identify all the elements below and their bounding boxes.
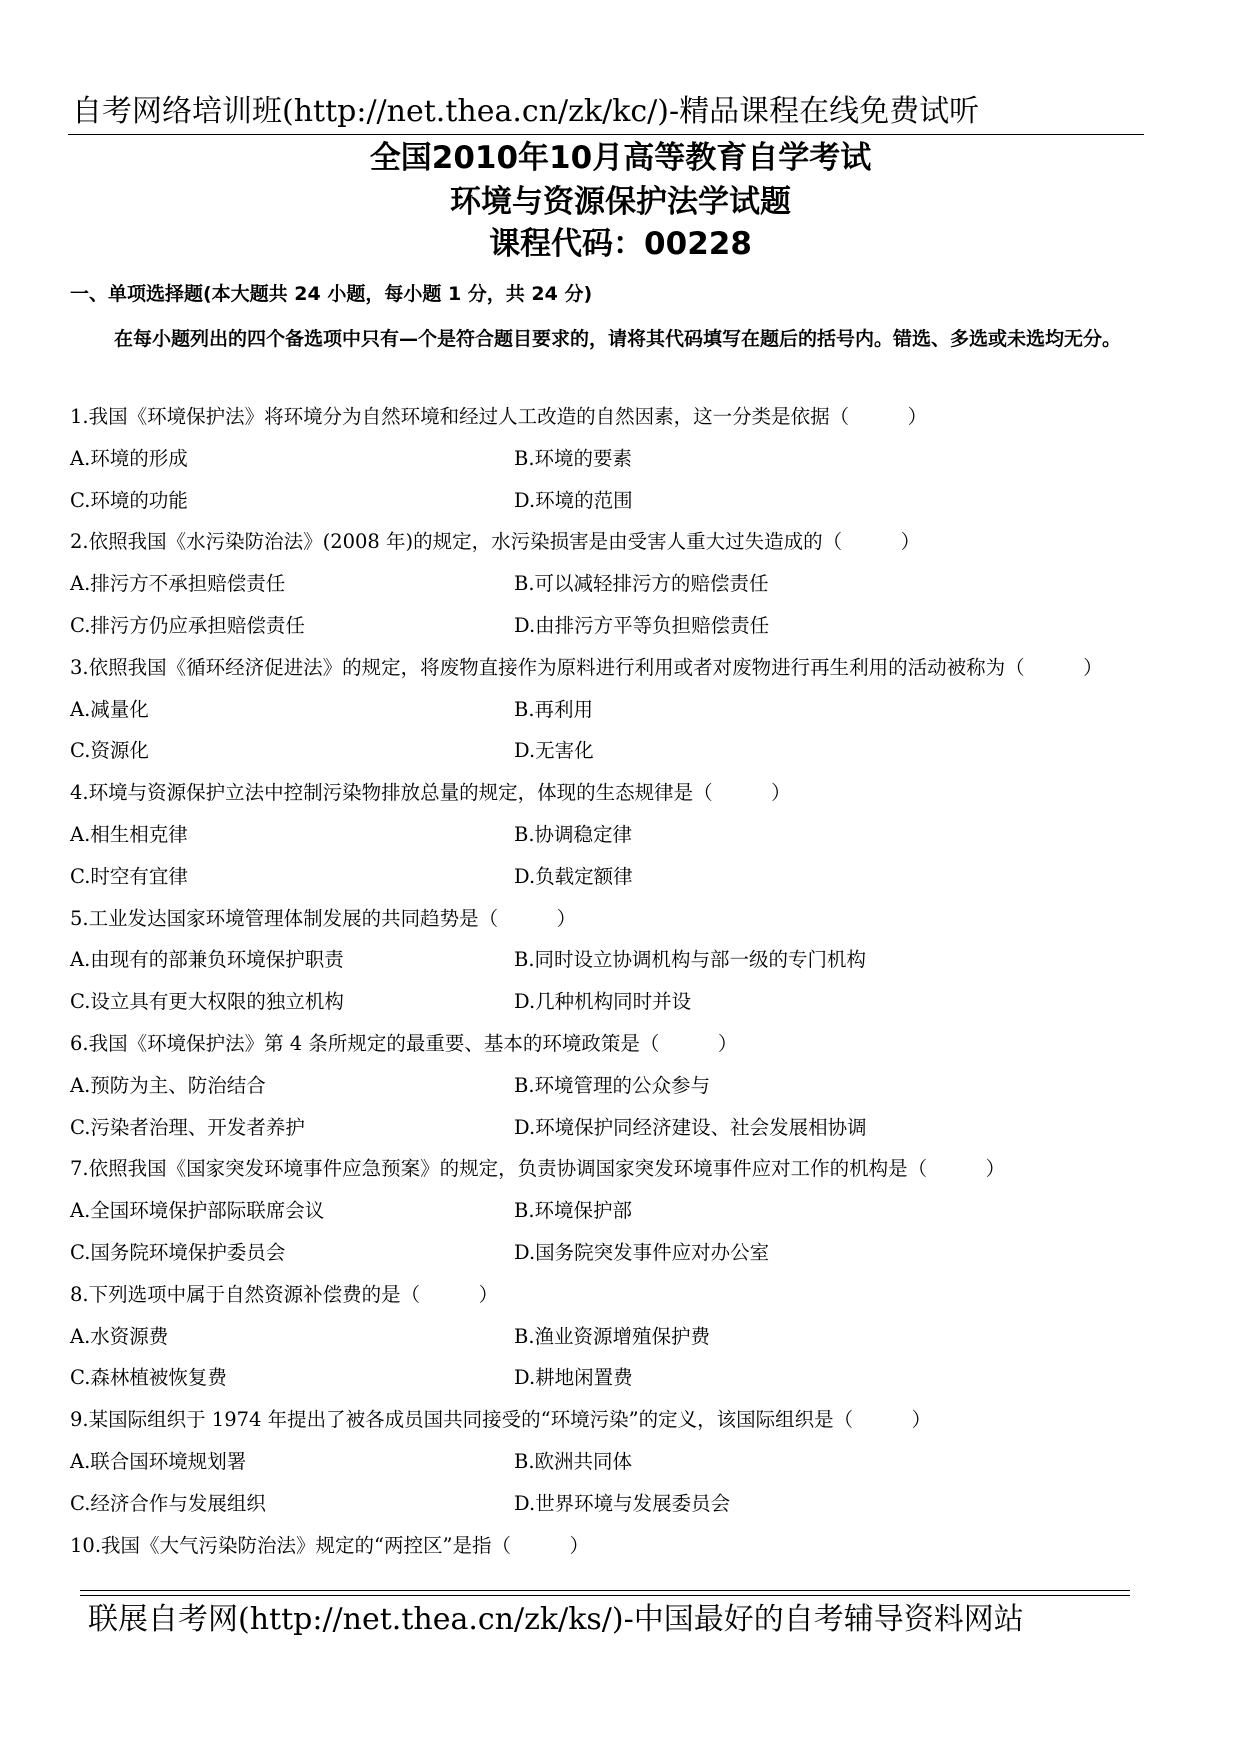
option-a: A.预防为主、防治结合 xyxy=(70,1073,266,1097)
question-1 xyxy=(70,396,1220,521)
question-8 xyxy=(70,1274,1220,1399)
option-d: D.负载定额律 xyxy=(514,864,633,888)
question-3 xyxy=(70,647,1220,772)
option-b: B.环境的要素 xyxy=(514,446,633,470)
question-stem: 5.工业发达国家环境管理体制发展的共同趋势是（ ） xyxy=(70,906,577,930)
option-c: C.森林植被恢复费 xyxy=(70,1366,227,1390)
question-4 xyxy=(70,772,1220,897)
option-c: C.时空有宜律 xyxy=(70,864,188,888)
option-a: A.联合国环境规划署 xyxy=(70,1449,247,1473)
option-b: B.可以减轻排污方的赔偿责任 xyxy=(514,572,769,596)
exam-subject-title: 环境与资源保护法学试题 xyxy=(450,184,791,220)
option-d: D.世界环境与发展委员会 xyxy=(514,1491,731,1515)
question-stem: 9.某国际组织于 1974 年提出了被各成员国共同接受的“环境污染”的定义，该国际组织是（ ） xyxy=(70,1408,932,1432)
option-b: B.欧洲共同体 xyxy=(514,1449,633,1473)
option-a: A.相生相克律 xyxy=(70,822,188,846)
option-row xyxy=(70,1232,1220,1274)
option-a: A.水资源费 xyxy=(70,1324,169,1348)
option-a: A.全国环境保护部际联席会议 xyxy=(70,1199,325,1223)
option-row xyxy=(70,480,1220,522)
question-7 xyxy=(70,1148,1220,1273)
footer-divider xyxy=(80,1595,1130,1596)
option-row xyxy=(70,438,1220,480)
option-row xyxy=(70,605,1220,647)
question-stem: 10.我国《大气污染防治法》规定的“两控区”是指（ ） xyxy=(70,1533,589,1557)
question-5 xyxy=(70,898,1220,1023)
option-row xyxy=(70,1441,1220,1483)
header-divider xyxy=(68,134,1144,135)
question-stem: 8.下列选项中属于自然资源补偿费的是（ ） xyxy=(70,1282,499,1306)
option-row xyxy=(70,1107,1220,1149)
option-row xyxy=(70,1190,1220,1232)
option-row xyxy=(70,730,1220,772)
option-row xyxy=(70,814,1220,856)
option-row xyxy=(70,981,1220,1023)
option-d: D.环境保护同经济建设、社会发展相协调 xyxy=(514,1115,867,1139)
course-code: 课程代码：00228 xyxy=(489,226,752,262)
option-b: B.同时设立协调机构与部一级的专门机构 xyxy=(514,948,867,972)
question-9 xyxy=(70,1399,1220,1524)
option-c: C.污染者治理、开发者养护 xyxy=(70,1115,305,1139)
question-stem: 3.依照我国《循环经济促进法》的规定，将废物直接作为原料进行利用或者对废物进行再生利用的活动被称为（ ） xyxy=(70,655,1103,679)
option-d: D.无害化 xyxy=(514,739,594,763)
option-d: D.由排污方平等负担赔偿责任 xyxy=(514,613,770,637)
question-2 xyxy=(70,521,1220,646)
option-d: D.国务院突发事件应对办公室 xyxy=(514,1240,770,1264)
section-heading: 一、单项选择题(本大题共 24 小题，每小题 1 分，共 24 分) xyxy=(70,283,593,305)
option-row xyxy=(70,1483,1220,1525)
option-b: B.协调稳定律 xyxy=(514,822,633,846)
question-stem: 4.环境与资源保护立法中控制污染物排放总量的规定，体现的生态规律是（ ） xyxy=(70,781,791,805)
option-a: A.由现有的部兼负环境保护职责 xyxy=(70,948,344,972)
question-stem: 2.依照我国《水污染防治法》(2008 年)的规定，水污染损害是由受害人重大过失造成的（ ） xyxy=(70,530,921,554)
option-row xyxy=(70,1316,1220,1358)
exam-title: 全国2010年10月高等教育自学考试 xyxy=(369,140,872,176)
question-stem: 6.我国《环境保护法》第 4 条所规定的最重要、基本的环境政策是（ ） xyxy=(70,1031,738,1055)
option-c: C.资源化 xyxy=(70,739,149,763)
option-row xyxy=(70,939,1220,981)
option-c: C.经济合作与发展组织 xyxy=(70,1491,266,1515)
option-d: D.环境的范围 xyxy=(514,488,633,512)
option-b: B.环境保护部 xyxy=(514,1199,633,1223)
option-a: A.环境的形成 xyxy=(70,446,188,470)
option-c: C.环境的功能 xyxy=(70,488,188,512)
question-6 xyxy=(70,1023,1220,1148)
option-row xyxy=(70,1065,1220,1107)
footer-divider xyxy=(80,1590,1130,1591)
option-row xyxy=(70,856,1220,898)
option-d: D.耕地闲置费 xyxy=(514,1366,633,1390)
page-header-banner: 自考网络培训班(http://net.thea.cn/zk/kc/)-精品课程在线免费试听 xyxy=(72,94,980,129)
question-stem: 7.依照我国《国家突发环境事件应急预案》的规定，负责协调国家突发环境事件应对工作的机构是（ ） xyxy=(70,1157,1006,1181)
question-stem: 1.我国《环境保护法》将环境分为自然环境和经过人工改造的自然因素，这一分类是依据（ ） xyxy=(70,405,928,428)
option-row xyxy=(70,563,1220,605)
option-a: A.排污方不承担赔偿责任 xyxy=(70,572,286,596)
option-c: C.排污方仍应承担赔偿责任 xyxy=(70,613,305,637)
question-10 xyxy=(70,1525,1220,1567)
option-b: B.渔业资源增殖保护费 xyxy=(514,1324,711,1348)
option-row xyxy=(70,689,1220,731)
option-b: B.环境管理的公众参与 xyxy=(514,1073,711,1097)
page-footer-banner: 联展自考网(http://net.thea.cn/zk/ks/)-中国最好的自考辅导资料网站 xyxy=(88,1602,1024,1637)
section-instruction: 在每小题列出的四个备选项中只有—个是符合题目要求的，请将其代码填写在题后的括号内。错选、多选或未选均无分。 xyxy=(114,328,1122,350)
option-b: B.再利用 xyxy=(514,697,594,721)
option-c: C.国务院环境保护委员会 xyxy=(70,1240,286,1264)
option-a: A.减量化 xyxy=(70,697,149,721)
option-d: D.几种机构同时并设 xyxy=(514,990,692,1014)
option-c: C.设立具有更大权限的独立机构 xyxy=(70,990,344,1014)
option-row xyxy=(70,1357,1220,1399)
question-list xyxy=(70,396,1220,1566)
